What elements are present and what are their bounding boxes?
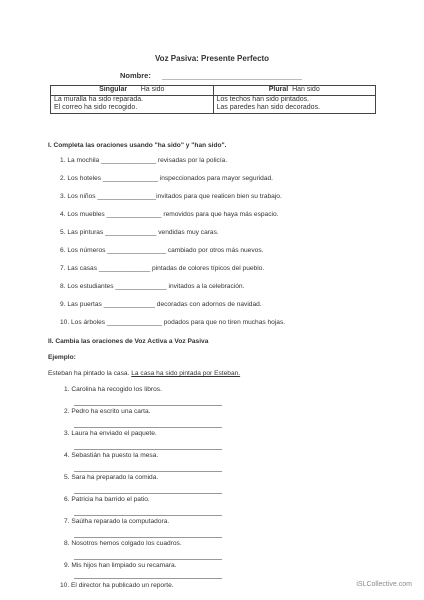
name-blank-line (162, 79, 302, 80)
section1-item: 7. Las casas ______________ pintadas de colores típicos del pueblo. (60, 265, 265, 272)
singular-example: La muralla ha sido reparada. (54, 95, 144, 103)
answer-line[interactable] (74, 537, 222, 538)
section2-item: 10. El director ha publicado un reporte. (60, 582, 174, 589)
answer-line[interactable] (74, 471, 222, 472)
name-label: Nombre: (120, 71, 151, 80)
plural-example: Los techos han sido pintados. (216, 95, 310, 103)
footer-watermark: iSLCollective.com (356, 581, 412, 588)
section1-heading: I. Completa las oraciones usando "ha sido" y "han sido". (48, 142, 227, 149)
singular-header-cell (51, 86, 214, 96)
singular-examples-cell (51, 95, 214, 113)
example-passive: La casa ha sido pintada por Esteban. (131, 370, 241, 377)
section1-item: 6. Los números ________________ cambiado por otros más nuevos. (60, 247, 264, 254)
answer-line[interactable] (74, 427, 222, 428)
example-active: Esteban ha pintado la casa. (48, 370, 130, 377)
section1-item: 3. Los niños ________________invitados para que realicen bien su trabajo. (60, 193, 282, 200)
section1-item: 1. La mochila _______________ revisadas por la policía. (60, 157, 228, 164)
plural-form: Han sido (292, 86, 320, 93)
answer-line[interactable] (74, 493, 222, 494)
plural-examples-cell (213, 95, 376, 113)
plural-header: Plural (268, 86, 289, 93)
answer-line[interactable] (74, 449, 222, 450)
answer-line[interactable] (74, 559, 222, 560)
singular-form: Ha sido (140, 86, 165, 93)
example-label: Ejemplo: (48, 354, 76, 361)
section2-item: 3. Laura ha enviado el paquete. (64, 430, 157, 437)
section1-item: 4. Los muebles _______________ removidos para que haya más espacio. (60, 211, 279, 218)
answer-line[interactable] (74, 515, 222, 516)
singular-header: Singular (99, 86, 128, 93)
section2-item: 1. Carolina ha recogido los libros. (64, 386, 162, 393)
section2-item: 9. Mis hijos han limpiado su recamara. (64, 562, 177, 569)
section2-heading: II. Cambia las oraciones de Voz Activa a Voz Pasiva (48, 338, 209, 345)
plural-example: Las paredes han sido decorados. (216, 104, 321, 112)
answer-line[interactable] (74, 578, 222, 579)
section1-item: 5. Las pinturas ______________ vendidas muy caras. (60, 229, 219, 236)
section1-item: 8. Los estudiantes ______________ invitados a la celebración. (60, 283, 245, 290)
section1-item: 2. Los hoteles _______________ inspeccionados para mayor seguridad. (60, 175, 273, 182)
example-sentence (48, 370, 240, 377)
answer-line[interactable] (74, 405, 222, 406)
plural-header-cell (213, 86, 376, 96)
section2-item: 5. Sara ha preparado la comida. (64, 474, 159, 481)
section2-item: 4. Sebastián ha puesto la mesa. (64, 452, 159, 459)
section1-item: 10. Los árboles _______________ podados para que no tiren muchas hojas. (60, 319, 286, 326)
section2-item: 7. Saúlha reparado la computadora. (64, 518, 170, 525)
worksheet-title: Voz Pasiva: Presente Perfecto (154, 54, 270, 63)
section2-item: 6. Patricia ha barrido el patio. (64, 496, 150, 503)
section2-item: 8. Nosotros hemos colgado los cuadros. (64, 540, 182, 547)
section1-item: 9. Las puertas ______________ decoradas con adornos de navidad. (60, 301, 262, 308)
singular-example: El correo ha sido recogido. (54, 104, 138, 112)
grammar-table (50, 85, 376, 114)
section2-item: 2. Pedro ha escrito una carta. (64, 408, 151, 415)
